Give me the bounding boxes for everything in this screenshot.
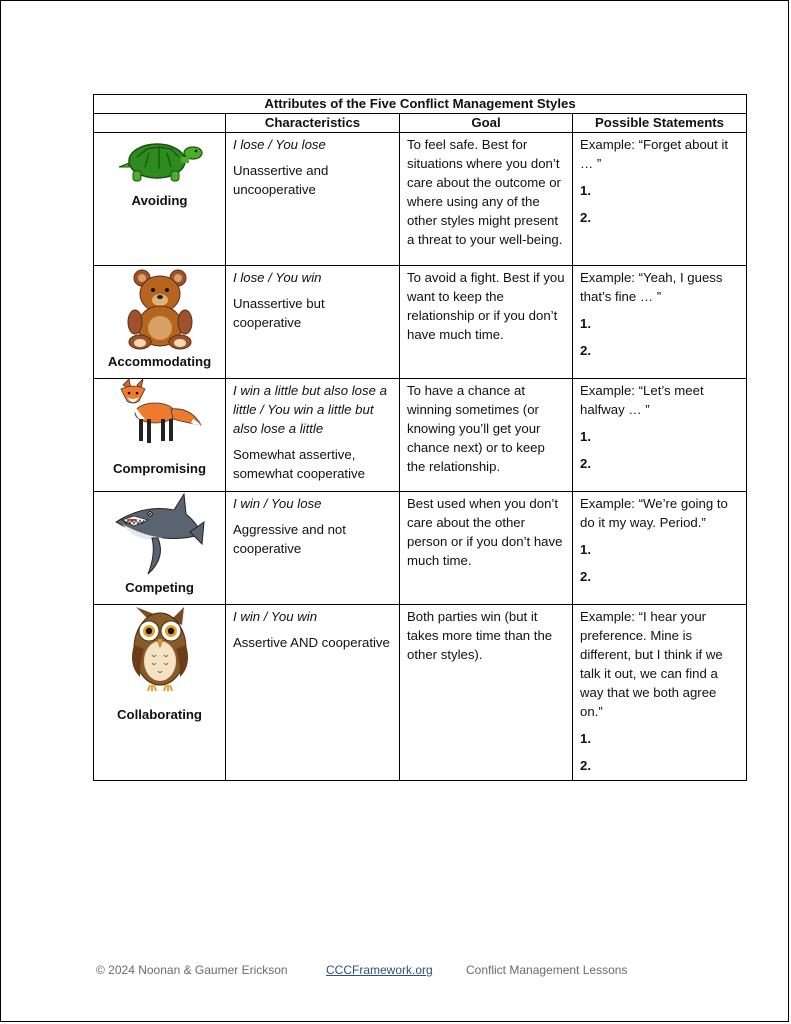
- table-row: [94, 492, 747, 605]
- goal-text: Both parties win (but it takes more time than the other styles).: [407, 609, 553, 662]
- fox-icon: [117, 379, 203, 445]
- header-goal: Goal: [400, 114, 573, 133]
- goal-cell: [400, 379, 573, 492]
- goal-text: To feel safe. Best for situations where you don’t care about the outcome or where using any of the other styles might present a threat to your well-being.: [407, 137, 563, 247]
- statement-text: Example: “Let’s meet halfway … ”: [580, 383, 704, 417]
- statement-item-2: 2.: [580, 569, 591, 584]
- table-header-row: [94, 114, 747, 133]
- style-cell: [94, 605, 226, 781]
- table-row: [94, 379, 747, 492]
- footer-website-link[interactable]: CCCFramework.org: [326, 963, 433, 977]
- statement-item-1: 1.: [580, 316, 591, 331]
- table-row: [94, 266, 747, 379]
- description-text: Unassertive but cooperative: [233, 296, 325, 330]
- statement-item-2: 2.: [580, 343, 591, 358]
- table-row: [94, 133, 747, 266]
- goal-cell: [400, 605, 573, 781]
- statement-text: Example: “We’re going to do it my way. Period.”: [580, 496, 728, 530]
- description-text: Unassertive and uncooperative: [233, 163, 329, 197]
- footer-copyright: © 2024 Noonan & Gaumer Erickson: [96, 963, 288, 977]
- turtle-icon: [115, 133, 205, 185]
- table-title: Attributes of the Five Conflict Management Styles: [94, 95, 747, 114]
- shark-icon: [114, 492, 206, 576]
- statement-item-1: 1.: [580, 542, 591, 557]
- style-cell: [94, 492, 226, 605]
- style-cell: [94, 266, 226, 379]
- goal-text: To avoid a fight. Best if you want to keep the relationship or if you don’t have much time.: [407, 270, 565, 342]
- style-cell: [94, 379, 226, 492]
- table-title-row: [94, 95, 747, 114]
- owl-icon: [130, 605, 190, 691]
- outcome-text: I win a little but also lose a little / You win a little but also lose a little: [233, 383, 387, 436]
- statements-cell: [573, 605, 747, 781]
- outcome-text: I lose / You win: [233, 270, 322, 285]
- statement-item-2: 2.: [580, 758, 591, 773]
- statement-item-1: 1.: [580, 183, 591, 198]
- statement-text: Example: “I hear your preference. Mine is different, but I think if we talk it out, we can find a way that we both agree on.”: [580, 609, 723, 719]
- description-text: Aggressive and not cooperative: [233, 522, 346, 556]
- goal-text: Best used when you don’t care about the other person or if you don’t have much time.: [407, 496, 563, 568]
- statement-item-2: 2.: [580, 456, 591, 471]
- style-cell: [94, 133, 226, 266]
- outcome-text: I win / You win: [233, 609, 318, 624]
- footer-section-title: Conflict Management Lessons: [466, 963, 628, 977]
- description-text: Assertive AND cooperative: [233, 635, 390, 650]
- header-possible-statements: Possible Statements: [573, 114, 747, 133]
- header-style-blank: [94, 114, 226, 133]
- statements-cell: [573, 133, 747, 266]
- goal-cell: [400, 492, 573, 605]
- header-characteristics: Characteristics: [226, 114, 400, 133]
- goal-cell: [400, 133, 573, 266]
- statements-cell: [573, 492, 747, 605]
- statement-item-1: 1.: [580, 731, 591, 746]
- table-row: [94, 605, 747, 781]
- outcome-text: I lose / You lose: [233, 137, 326, 152]
- style-name: Avoiding: [131, 193, 188, 208]
- statements-cell: [573, 266, 747, 379]
- statement-item-2: 2.: [580, 210, 591, 225]
- outcome-text: I win / You lose: [233, 496, 322, 511]
- statement-item-1: 1.: [580, 429, 591, 444]
- style-name: Collaborating: [117, 707, 202, 722]
- statement-text: Example: “Yeah, I guess that’s fine … ”: [580, 270, 723, 304]
- description-text: Somewhat assertive, somewhat cooperative: [233, 447, 365, 481]
- characteristics-cell: [226, 492, 400, 605]
- characteristics-cell: [226, 266, 400, 379]
- goal-cell: [400, 266, 573, 379]
- statements-cell: [573, 379, 747, 492]
- style-name: Competing: [125, 580, 194, 595]
- characteristics-cell: [226, 133, 400, 266]
- conflict-styles-table: [93, 94, 747, 781]
- characteristics-cell: [226, 605, 400, 781]
- style-name: Compromising: [112, 461, 207, 476]
- statement-text: Example: “Forget about it … ”: [580, 137, 729, 171]
- characteristics-cell: [226, 379, 400, 492]
- style-name: Accommodating: [107, 354, 212, 369]
- goal-text: To have a chance at winning sometimes (or knowing you’ll get your chance next) or to keep the relationship.: [407, 383, 545, 474]
- teddy-bear-icon: [120, 266, 200, 350]
